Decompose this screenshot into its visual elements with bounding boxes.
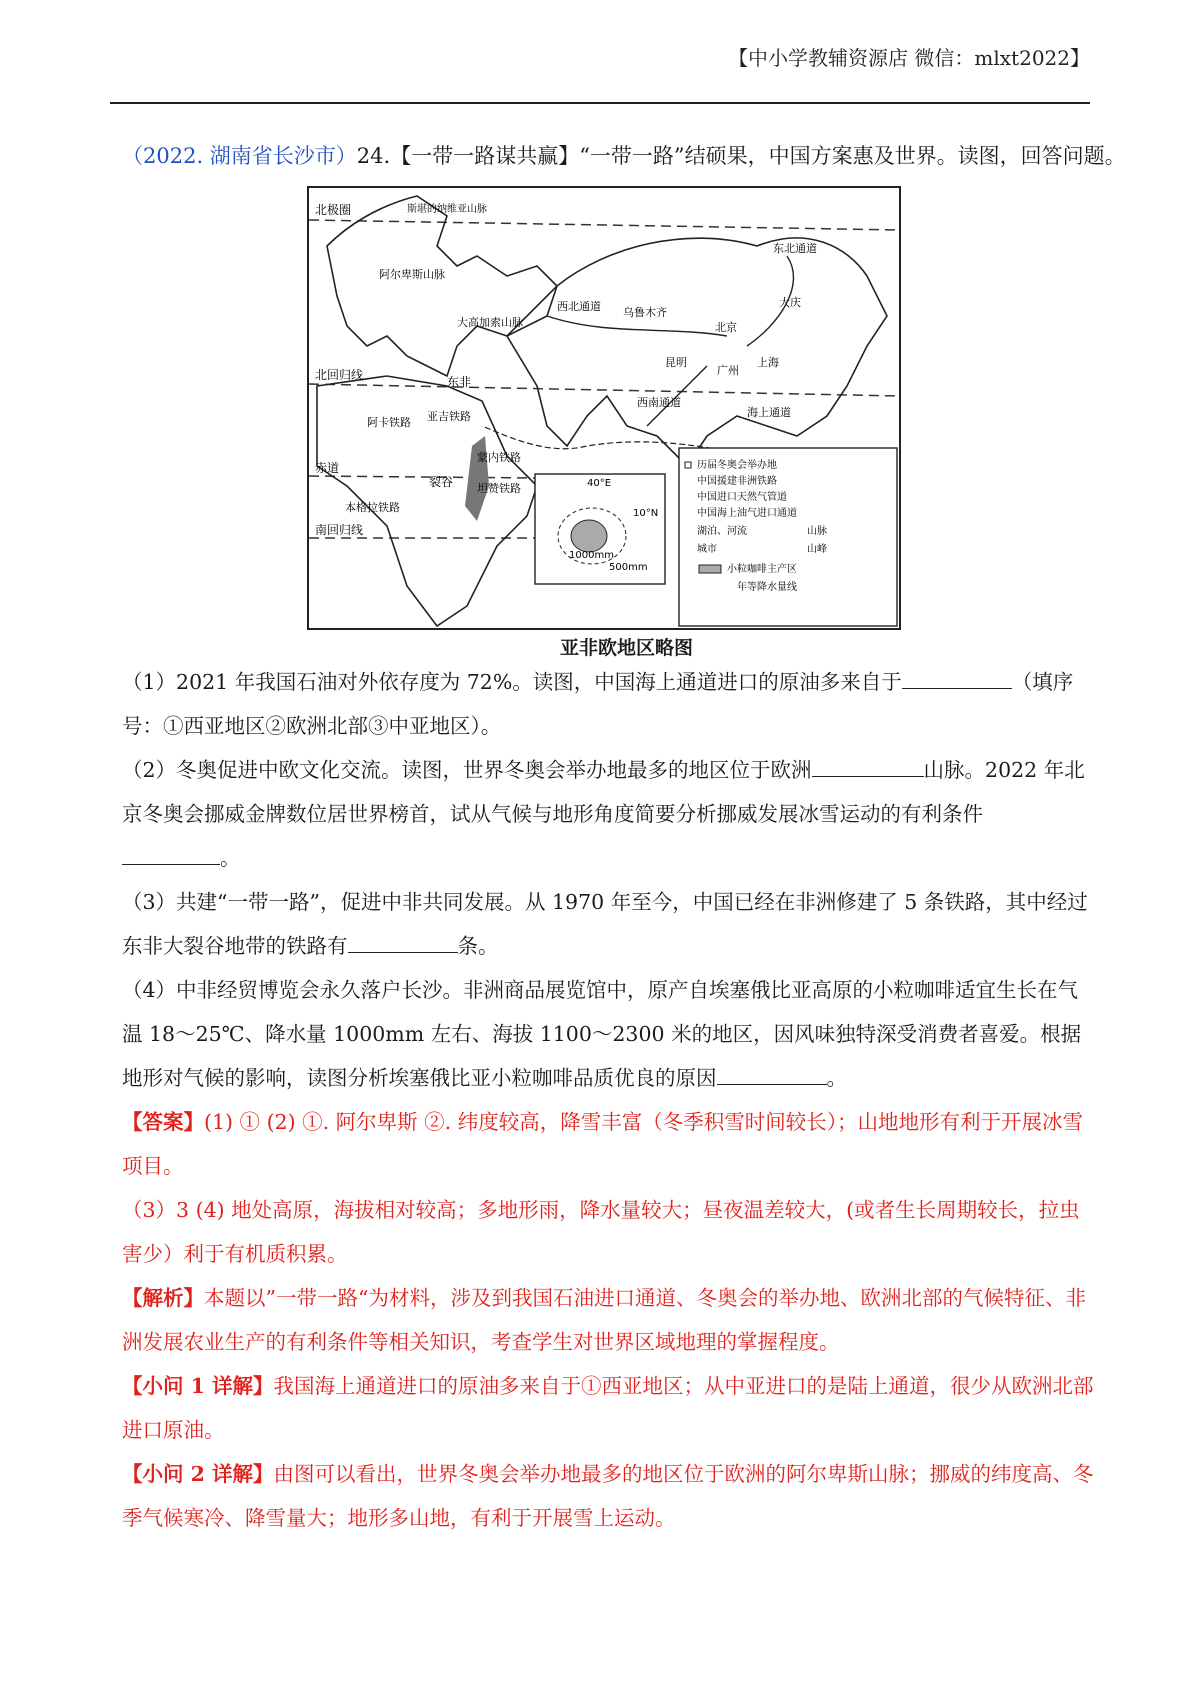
q4-tail: 。 <box>826 1066 847 1090</box>
q1 <box>122 660 1094 748</box>
question-title <box>122 140 1126 170</box>
label-beijing: 北京 <box>715 321 737 334</box>
label-shanghai: 上海 <box>757 356 779 369</box>
label-northeast: 东北通道 <box>773 242 817 255</box>
q2-blank-1 <box>812 754 924 777</box>
q1-blank <box>902 666 1012 689</box>
q2-mid: 山脉。2022 年北京冬奥会挪威金牌数位居世界榜首，试从气候与地形角度简要分析挪威发展冰雪运动的有利条件 <box>122 758 1085 826</box>
detail2-label: 【小问 2 详解】 <box>122 1462 274 1486</box>
q2-blank-2 <box>122 842 220 865</box>
analysis-label: 【解析】 <box>122 1286 204 1310</box>
label-urumqi: 乌鲁木齐 <box>623 306 667 319</box>
label-guangzhou: 广州 <box>717 364 739 377</box>
label-inset-500: 500mm <box>609 562 648 573</box>
label-yaji: 亚吉铁路 <box>427 410 471 423</box>
page-header <box>110 38 1090 104</box>
detail1-label: 【小问 1 详解】 <box>122 1374 274 1398</box>
q3-text: （3）共建“一带一路”，促进中非共同发展。从 1970 年至今，中国已经在非洲修建了 5 条铁路，其中经过东非大裂谷地带的铁路有 <box>122 890 1088 958</box>
q2-tail: 。 <box>220 846 241 870</box>
legend-item-1: 中国援建非洲铁路 <box>697 476 777 487</box>
label-southwest: 西南通道 <box>637 396 681 409</box>
legend-item-0: 历届冬奥会举办地 <box>697 460 777 471</box>
legend-item-8: 小粒咖啡主产区 <box>727 564 797 575</box>
q4 <box>122 968 1094 1100</box>
legend-item-7: 山峰 <box>807 544 827 555</box>
label-scandi: 斯堪的纳维亚山脉 <box>407 204 487 215</box>
detail2-text: 由图可以看出，世界冬奥会举办地最多的地区位于欧洲的阿尔卑斯山脉；挪威的纬度高、冬季气候寒冷、降雪量大；地形多山地，有利于开展雪上运动。 <box>122 1462 1094 1530</box>
label-polar: 北极圈 <box>315 203 352 217</box>
detail1-text: 我国海上通道进口的原油多来自于①西亚地区；从中亚进口的是陆上通道，很少从欧洲北部进口原油。 <box>122 1374 1094 1442</box>
label-rift: 裂谷 <box>429 475 454 489</box>
legend-box <box>679 448 897 626</box>
label-northwest: 西北通道 <box>557 300 601 313</box>
label-east-africa: 东非 <box>447 375 472 389</box>
label-alps: 阿尔卑斯山脉 <box>379 268 445 281</box>
label-sea: 海上通道 <box>747 406 791 419</box>
analysis-text: 本题以”一带一路“为材料，涉及到我国石油进口通道、冬奥会的举办地、欧洲北部的气候特征、非洲发展农业生产的有利条件等相关知识，考查学生对世界区域地理的掌握程度。 <box>122 1286 1086 1354</box>
inset-coffee <box>571 520 607 552</box>
legend-item-3: 中国海上油气进口通道 <box>697 508 797 519</box>
label-ake: 阿卡铁路 <box>367 416 411 429</box>
label-inset-1000: 1000mm <box>569 550 614 561</box>
label-mengnei: 蒙内铁路 <box>477 451 521 464</box>
label-capricorn: 南回归线 <box>315 523 364 537</box>
label-inset-lat: 10°N <box>633 508 659 519</box>
answer-line2: （3）3 (4) 地处高原，海拔相对较高；多地形雨，降水量较大；昼夜温差较大，(或者生长周期较长，拉虫害少）利于有机质积累。 <box>122 1198 1080 1266</box>
detail-1 <box>122 1364 1094 1452</box>
answer-line1: (1) ① (2) ①. 阿尔卑斯 ②. 纬度较高，降雪丰富（冬季积雪时间较长）；山地地形有利于开展冰雪项目。 <box>122 1110 1083 1178</box>
label-equator: 赤道 <box>315 461 340 475</box>
label-kunming: 昆明 <box>665 356 687 369</box>
legend-item-9: 年等降水量线 <box>737 582 797 593</box>
label-daqing: 大庆 <box>779 296 801 309</box>
legend-item-5: 山脉 <box>807 526 827 537</box>
question-source: （2022. 湖南省长沙市） <box>122 144 357 168</box>
label-caucasus: 大高加索山脉 <box>457 316 523 329</box>
label-tanzan: 坦赞铁路 <box>477 482 521 495</box>
q4-text: （4）中非经贸博览会永久落户长沙。非洲商品展览馆中，原产自埃塞俄比亚高原的小粒咖啡适宜生长在气温 18～25℃、降水量 1000mm 左右、海拔 1100～2300 米的地区，因风味独特深受消费者喜爱。根据地形对气候的影响，读图分析埃塞俄比亚小粒咖啡品质优良的原因 <box>122 978 1082 1090</box>
q3-blank <box>348 930 458 953</box>
label-inset-lon: 40°E <box>587 478 612 489</box>
question-body <box>122 660 1094 1540</box>
q1-text: （1）2021 年我国石油对外依存度为 72%。读图，中国海上通道进口的原油多来自于 <box>122 670 902 694</box>
answer <box>122 1100 1094 1188</box>
analysis <box>122 1276 1094 1364</box>
label-benguela: 本格拉铁路 <box>345 501 400 514</box>
question-text: 24.【一带一路谋共赢】“一带一路”结硕果，中国方案惠及世界。读图，回答问题。 <box>356 144 1126 168</box>
q2 <box>122 748 1094 880</box>
map-svg <box>307 186 901 630</box>
answer-2 <box>122 1188 1094 1276</box>
q4-blank <box>717 1062 827 1085</box>
map-caption: 亚非欧地区略图 <box>560 637 694 659</box>
detail-2 <box>122 1452 1094 1540</box>
legend-item-4: 湖泊、河流 <box>697 526 747 537</box>
q1-tail: （填序号：①西亚地区②欧洲北部③中亚地区）。 <box>122 670 1074 738</box>
header-text: 【中小学教辅资源店 微信：mlxt2022】 <box>728 46 1090 70</box>
map-figure <box>307 186 901 630</box>
q3 <box>122 880 1094 968</box>
q3-tail: 条。 <box>457 934 499 958</box>
legend-item-6: 城市 <box>697 544 717 555</box>
legend-symbol-8 <box>699 565 721 573</box>
answer-label: 【答案】 <box>122 1110 204 1134</box>
legend-item-2: 中国进口天然气管道 <box>697 492 787 503</box>
q2-text: （2）冬奥促进中欧文化交流。读图，世界冬奥会举办地最多的地区位于欧洲 <box>122 758 812 782</box>
label-cancer: 北回归线 <box>315 368 364 382</box>
